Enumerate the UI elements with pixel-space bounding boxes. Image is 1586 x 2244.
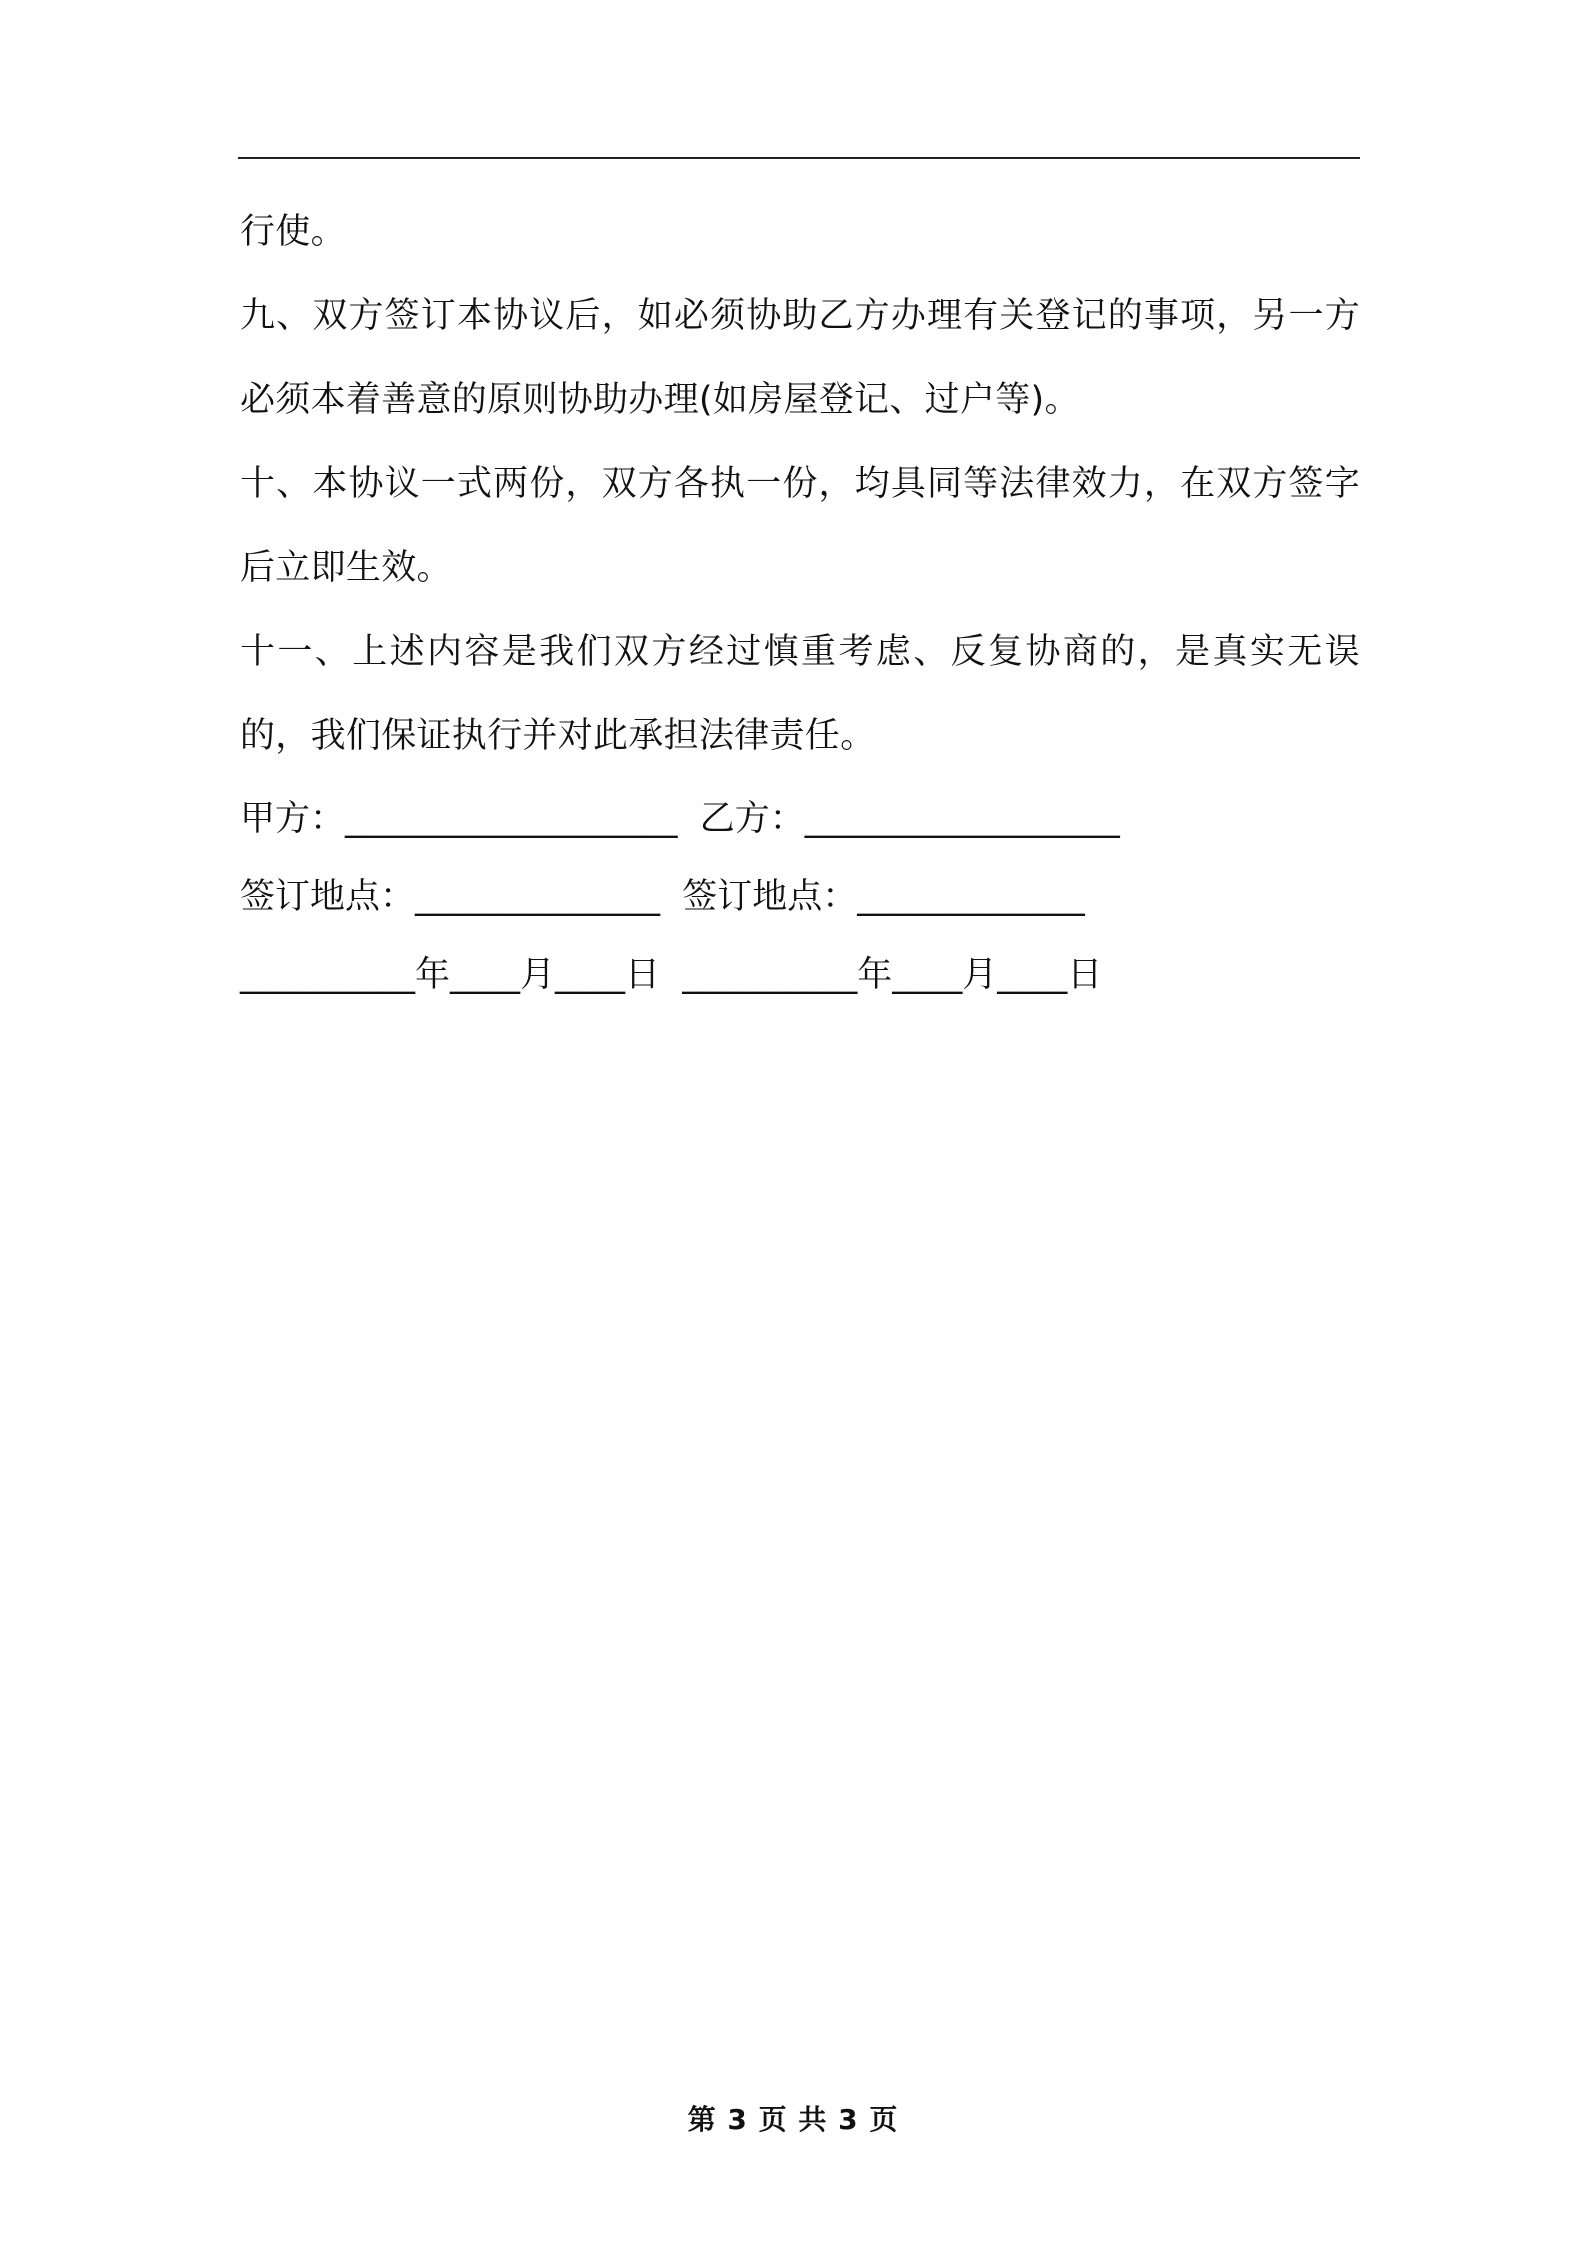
signing-place-line: 签订地点：______________ 签订地点：_____________	[240, 877, 1085, 917]
signature-block	[240, 780, 1360, 1014]
page-number: 第 3 页 共 3 页	[687, 2103, 899, 2136]
party-signature-line: 甲方：___________________ 乙方：__________________	[240, 799, 1120, 839]
document-body	[240, 190, 1360, 1014]
paragraph-continuation: 行使。	[240, 212, 346, 252]
signing-date-line: __________年____月____日 __________年____月____日	[240, 955, 1103, 995]
clause-eleven: 十一、上述内容是我们双方经过慎重考虑、反复协商的，是真实无误的，我们保证执行并对此承担法律责任。	[240, 632, 1360, 756]
clause-nine: 九、双方签订本协议后，如必须协助乙方办理有关登记的事项，另一方必须本着善意的原则协助办理(如房屋登记、过户等)。	[240, 296, 1360, 420]
clause-ten: 十、本协议一式两份，双方各执一份，均具同等法律效力，在双方签字后立即生效。	[240, 464, 1360, 588]
header-rule	[238, 157, 1360, 159]
